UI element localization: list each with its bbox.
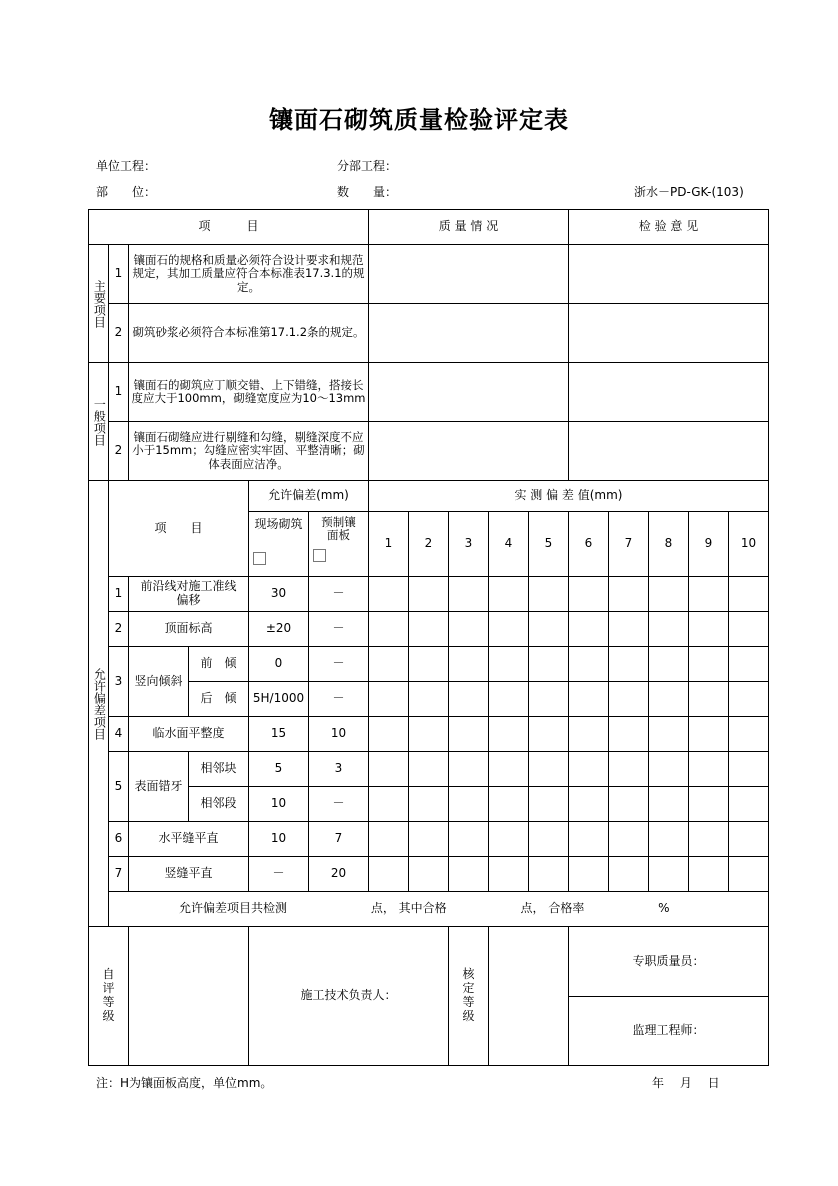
measure-cell[interactable] bbox=[649, 822, 689, 857]
summary-part4: % bbox=[658, 901, 670, 916]
deviation-precast: － bbox=[309, 647, 369, 682]
measure-col-header: 1 bbox=[369, 512, 409, 577]
table-row bbox=[89, 647, 769, 682]
measure-cell[interactable] bbox=[649, 612, 689, 647]
supervisor-label: 监理工程师： bbox=[569, 997, 769, 1066]
measure-cell[interactable] bbox=[369, 822, 409, 857]
measure-cell[interactable] bbox=[729, 717, 769, 752]
measure-cell[interactable] bbox=[689, 682, 729, 717]
quality-cell[interactable] bbox=[369, 422, 569, 481]
measure-cell[interactable] bbox=[689, 717, 729, 752]
main-item-text: 砌筑砂浆必须符合本标准第17.1.2条的规定。 bbox=[129, 304, 369, 363]
measure-cell[interactable] bbox=[609, 647, 649, 682]
measure-cell[interactable] bbox=[369, 752, 409, 787]
measure-cell[interactable] bbox=[729, 752, 769, 787]
measure-cell[interactable] bbox=[529, 822, 569, 857]
inspection-table bbox=[88, 209, 769, 1066]
measure-cell[interactable] bbox=[529, 752, 569, 787]
measure-cell[interactable] bbox=[449, 717, 489, 752]
page-title: 镶面石砌筑质量检验评定表 bbox=[269, 106, 569, 134]
measure-cell[interactable] bbox=[489, 787, 529, 822]
measure-cell[interactable] bbox=[689, 647, 729, 682]
site-checkbox[interactable] bbox=[253, 552, 266, 565]
measure-cell[interactable] bbox=[689, 612, 729, 647]
measure-col-header: 3 bbox=[449, 512, 489, 577]
general-item-no: 2 bbox=[109, 422, 129, 481]
date-label: 年 月 日 bbox=[652, 1076, 720, 1090]
deviation-no: 6 bbox=[109, 822, 129, 857]
deviation-no: 1 bbox=[109, 577, 129, 612]
summary-row bbox=[109, 892, 769, 927]
deviation-no: 5 bbox=[109, 752, 129, 822]
measure-cell[interactable] bbox=[729, 647, 769, 682]
quantity-label: 数 量： bbox=[337, 185, 398, 199]
header-item: 项 目 bbox=[89, 210, 369, 245]
division-label: 分部工程： bbox=[337, 159, 398, 173]
deviation-sub: 相邻段 bbox=[189, 787, 249, 822]
measure-cell[interactable] bbox=[609, 612, 649, 647]
measure-cell[interactable] bbox=[409, 857, 449, 892]
summary-part1: 允许偏差项目共检测 bbox=[179, 901, 288, 916]
quality-officer-label: 专职质量员： bbox=[569, 927, 769, 997]
measure-cell[interactable] bbox=[729, 612, 769, 647]
deviation-name: 顶面标高 bbox=[129, 612, 249, 647]
measure-cell[interactable] bbox=[689, 822, 729, 857]
quality-cell[interactable] bbox=[369, 363, 569, 422]
general-item-no: 1 bbox=[109, 363, 129, 422]
measure-col-header: 8 bbox=[649, 512, 689, 577]
deviation-name: 表面错牙 bbox=[129, 752, 189, 822]
opinion-cell[interactable] bbox=[569, 422, 769, 481]
measure-cell[interactable] bbox=[449, 857, 489, 892]
deviation-site: 10 bbox=[249, 787, 309, 822]
header-opinion: 检 验 意 见 bbox=[569, 210, 769, 245]
allow-header: 允许偏差(mm) bbox=[249, 481, 369, 512]
general-item-text: 镶面石砌缝应进行剔缝和勾缝，剔缝深度不应小于15mm；勾缝应密实牢固、平整清晰；砌体表面应洁净。 bbox=[129, 422, 369, 481]
measure-cell[interactable] bbox=[489, 612, 529, 647]
deviation-precast: － bbox=[309, 787, 369, 822]
measure-cell[interactable] bbox=[529, 577, 569, 612]
deviation-precast: － bbox=[309, 682, 369, 717]
measure-cell[interactable] bbox=[569, 612, 609, 647]
measure-col-header: 5 bbox=[529, 512, 569, 577]
deviation-no: 3 bbox=[109, 647, 129, 717]
main-item-text: 镶面石的规格和质量必须符合设计要求和规范规定，其加工质量应符合本标准表17.3.1的规定。 bbox=[129, 245, 369, 304]
main-item-no: 2 bbox=[109, 304, 129, 363]
measure-cell[interactable] bbox=[649, 682, 689, 717]
measured-header: 实 测 偏 差 值(mm) bbox=[369, 481, 769, 512]
table-row bbox=[89, 612, 769, 647]
deviation-precast: 20 bbox=[309, 857, 369, 892]
measure-col-header: 10 bbox=[729, 512, 769, 577]
measure-cell[interactable] bbox=[569, 787, 609, 822]
deviation-site: 10 bbox=[249, 822, 309, 857]
deviation-site: 30 bbox=[249, 577, 309, 612]
measure-cell[interactable] bbox=[409, 577, 449, 612]
measure-cell[interactable] bbox=[369, 857, 409, 892]
form-code: 浙水－PD-GK-(103) bbox=[634, 185, 744, 199]
measure-cell[interactable] bbox=[409, 647, 449, 682]
opinion-cell[interactable] bbox=[569, 363, 769, 422]
measure-cell[interactable] bbox=[369, 787, 409, 822]
measure-cell[interactable] bbox=[729, 822, 769, 857]
measure-cell[interactable] bbox=[689, 857, 729, 892]
measure-cell[interactable] bbox=[689, 787, 729, 822]
col-site bbox=[249, 512, 309, 577]
deviation-precast: 10 bbox=[309, 717, 369, 752]
deviation-group-label: 允许偏差项目 bbox=[89, 481, 109, 927]
measure-col-header: 6 bbox=[569, 512, 609, 577]
general-items-group-label: 一般项目 bbox=[89, 363, 109, 481]
measure-cell[interactable] bbox=[449, 682, 489, 717]
self-eval-cell[interactable] bbox=[129, 927, 249, 1066]
measure-cell[interactable] bbox=[609, 787, 649, 822]
table-row bbox=[89, 787, 769, 822]
deviation-sub: 前 倾 bbox=[189, 647, 249, 682]
footnote: 注：H为镶面板高度，单位mm。 bbox=[96, 1076, 273, 1090]
deviation-no: 7 bbox=[109, 857, 129, 892]
deviation-no: 2 bbox=[109, 612, 129, 647]
table-row bbox=[89, 717, 769, 752]
measure-cell[interactable] bbox=[489, 647, 529, 682]
deviation-sub: 后 倾 bbox=[189, 682, 249, 717]
measure-cell[interactable] bbox=[649, 647, 689, 682]
measure-cell[interactable] bbox=[369, 577, 409, 612]
measure-col-header: 7 bbox=[609, 512, 649, 577]
deviation-name: 水平缝平直 bbox=[129, 822, 249, 857]
measure-cell[interactable] bbox=[729, 787, 769, 822]
main-item-no: 1 bbox=[109, 245, 129, 304]
deviation-name: 竖缝平直 bbox=[129, 857, 249, 892]
col-site-label: 现场砌筑 bbox=[254, 517, 303, 531]
measure-cell[interactable] bbox=[449, 787, 489, 822]
measure-cell[interactable] bbox=[569, 752, 609, 787]
measure-cell[interactable] bbox=[409, 822, 449, 857]
measure-cell[interactable] bbox=[529, 682, 569, 717]
measure-cell[interactable] bbox=[369, 647, 409, 682]
measure-cell[interactable] bbox=[689, 752, 729, 787]
measure-cell[interactable] bbox=[729, 857, 769, 892]
main-items-group-label: 主要项目 bbox=[89, 245, 109, 363]
measure-cell[interactable] bbox=[529, 857, 569, 892]
measure-col-header: 2 bbox=[409, 512, 449, 577]
measure-cell[interactable] bbox=[369, 612, 409, 647]
measure-cell[interactable] bbox=[609, 682, 649, 717]
measure-cell[interactable] bbox=[449, 752, 489, 787]
deviation-precast: － bbox=[309, 612, 369, 647]
col-precast-label: 预制镶面板 bbox=[321, 515, 356, 543]
measure-cell[interactable] bbox=[649, 717, 689, 752]
measure-cell[interactable] bbox=[449, 577, 489, 612]
measure-cell[interactable] bbox=[489, 717, 529, 752]
opinion-cell[interactable] bbox=[569, 304, 769, 363]
measure-cell[interactable] bbox=[729, 577, 769, 612]
self-eval-label: 自评等级 bbox=[89, 927, 129, 1066]
measure-cell[interactable] bbox=[489, 752, 529, 787]
measure-col-header: 9 bbox=[689, 512, 729, 577]
deviation-precast: － bbox=[309, 577, 369, 612]
measure-cell[interactable] bbox=[409, 752, 449, 787]
general-item-text: 镶面石的砌筑应丁顺交错、上下错缝，搭接长度应大于100mm，砌缝宽度应为10～13mm bbox=[129, 363, 369, 422]
quality-cell[interactable] bbox=[369, 245, 569, 304]
measure-cell[interactable] bbox=[569, 857, 609, 892]
deviation-site: 0 bbox=[249, 647, 309, 682]
deviation-name: 前沿线对施工准线偏移 bbox=[129, 577, 249, 612]
deviation-site: 15 bbox=[249, 717, 309, 752]
measure-cell[interactable] bbox=[369, 717, 409, 752]
measure-cell[interactable] bbox=[649, 752, 689, 787]
measure-cell[interactable] bbox=[529, 647, 569, 682]
measure-cell[interactable] bbox=[409, 612, 449, 647]
measure-cell[interactable] bbox=[489, 577, 529, 612]
deviation-site: ±20 bbox=[249, 612, 309, 647]
measure-cell[interactable] bbox=[649, 857, 689, 892]
measure-cell[interactable] bbox=[369, 682, 409, 717]
deviation-site: － bbox=[249, 857, 309, 892]
table-row bbox=[89, 857, 769, 892]
measure-cell[interactable] bbox=[609, 577, 649, 612]
verify-cell[interactable] bbox=[489, 927, 569, 1066]
table-row bbox=[89, 682, 769, 717]
opinion-cell[interactable] bbox=[569, 245, 769, 304]
measure-cell[interactable] bbox=[649, 577, 689, 612]
table-row bbox=[89, 577, 769, 612]
deviation-item-header: 项 目 bbox=[109, 481, 249, 577]
deviation-no: 4 bbox=[109, 717, 129, 752]
table-row bbox=[89, 822, 769, 857]
deviation-precast: 7 bbox=[309, 822, 369, 857]
summary-part3: 点， 合格率 bbox=[520, 901, 585, 916]
deviation-site: 5 bbox=[249, 752, 309, 787]
deviation-name: 竖向倾斜 bbox=[129, 647, 189, 717]
measure-cell[interactable] bbox=[609, 752, 649, 787]
measure-cell[interactable] bbox=[569, 647, 609, 682]
measure-col-header: 4 bbox=[489, 512, 529, 577]
measure-cell[interactable] bbox=[609, 822, 649, 857]
quality-cell[interactable] bbox=[369, 304, 569, 363]
deviation-precast: 3 bbox=[309, 752, 369, 787]
measure-cell[interactable] bbox=[689, 577, 729, 612]
measure-cell[interactable] bbox=[449, 612, 489, 647]
measure-cell[interactable] bbox=[489, 682, 529, 717]
deviation-sub: 相邻块 bbox=[189, 752, 249, 787]
measure-cell[interactable] bbox=[529, 787, 569, 822]
col-precast bbox=[309, 512, 369, 577]
measure-cell[interactable] bbox=[569, 682, 609, 717]
measure-cell[interactable] bbox=[569, 717, 609, 752]
measure-cell[interactable] bbox=[409, 682, 449, 717]
unit-project-label: 单位工程： bbox=[96, 159, 157, 173]
measure-cell[interactable] bbox=[529, 717, 569, 752]
measure-cell[interactable] bbox=[609, 717, 649, 752]
measure-cell[interactable] bbox=[449, 647, 489, 682]
verify-label: 核定等级 bbox=[449, 927, 489, 1066]
tech-lead-label: 施工技术负责人： bbox=[249, 927, 449, 1066]
measure-cell[interactable] bbox=[529, 612, 569, 647]
summary-part2: 点， 其中合格 bbox=[370, 901, 447, 916]
measure-cell[interactable] bbox=[649, 787, 689, 822]
measure-cell[interactable] bbox=[489, 857, 529, 892]
deviation-name: 临水面平整度 bbox=[129, 717, 249, 752]
deviation-site: 5H/1000 bbox=[249, 682, 309, 717]
precast-checkbox[interactable] bbox=[313, 549, 326, 562]
header-quality: 质 量 情 况 bbox=[369, 210, 569, 245]
part-label: 部 位： bbox=[96, 185, 157, 199]
measure-cell[interactable] bbox=[569, 577, 609, 612]
measure-cell[interactable] bbox=[729, 682, 769, 717]
measure-cell[interactable] bbox=[489, 822, 529, 857]
measure-cell[interactable] bbox=[409, 787, 449, 822]
measure-cell[interactable] bbox=[569, 822, 609, 857]
measure-cell[interactable] bbox=[449, 822, 489, 857]
measure-cell[interactable] bbox=[609, 857, 649, 892]
measure-cell[interactable] bbox=[409, 717, 449, 752]
table-row bbox=[89, 752, 769, 787]
